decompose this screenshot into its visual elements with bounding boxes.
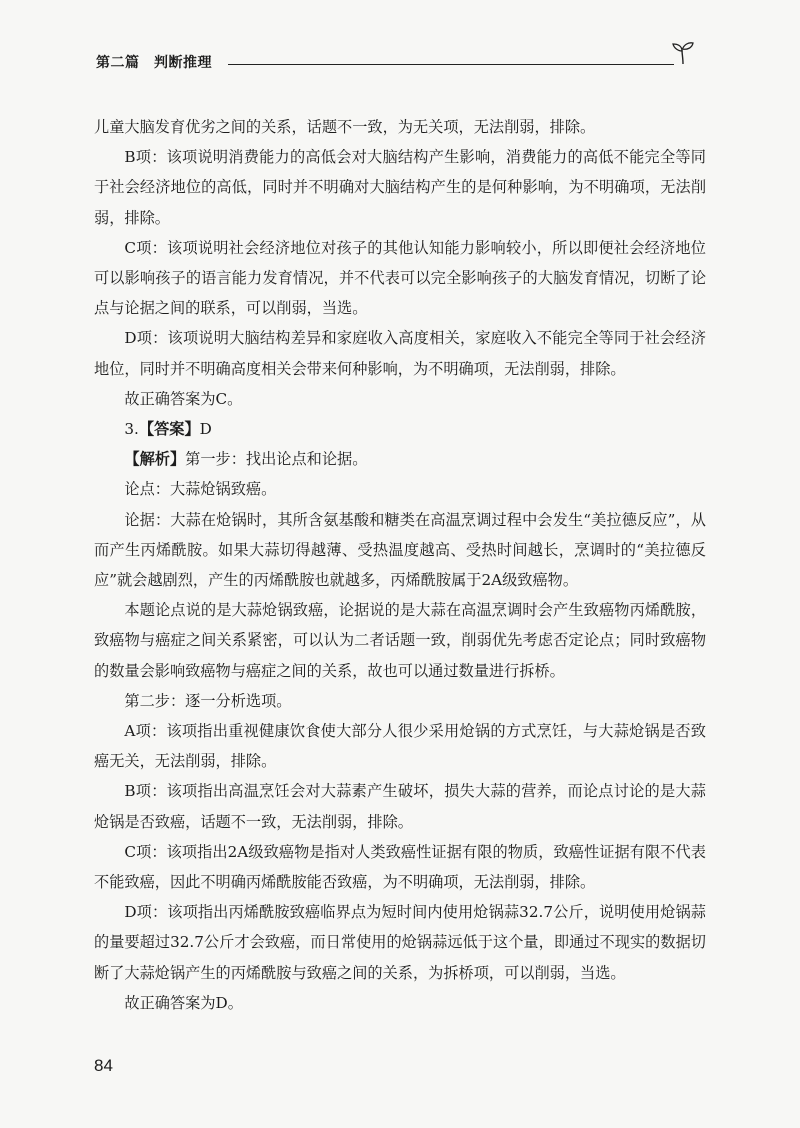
paragraph: D项：该项指出丙烯酰胺致癌临界点为短时间内使用炝锅蒜32.7公斤，说明使用炝锅蒜的量要超过32.7公斤才会致癌，而日常使用的炝锅蒜远低于这个量，即通过不现实的数据切断了大蒜炝锅产生的丙烯酰胺与致癌之间的关系，为拆桥项，可以削弱，当选。 bbox=[94, 903, 706, 982]
paragraph: 儿童大脑发育优劣之间的关系，话题不一致，为无关项，无法削弱，排除。 bbox=[94, 118, 596, 136]
paragraph: 第二步：逐一分析选项。 bbox=[124, 691, 292, 710]
paragraph: 故正确答案为C。 bbox=[124, 389, 243, 408]
answer-label: 【答案】 bbox=[138, 420, 200, 439]
paragraph: 本题论点说的是大蒜炝锅致癌，论据说的是大蒜在高温烹调时会产生致癌物丙烯酰胺，致癌物与癌症之间关系紧密，可以认为二者话题一致，削弱优先考虑否定论点；同时致癌物的数量会影响致癌物与癌症之间的关系，故也可以通过数量进行拆桥。 bbox=[94, 601, 706, 680]
header-title: 第二篇 判断推理 bbox=[96, 55, 212, 71]
paragraph: D项：该项说明大脑结构差异和家庭收入高度相关，家庭收入不能完全等同于社会经济地位，同时并不明确高度相关会带来何种影响，为不明确项，无法削弱，排除。 bbox=[94, 329, 706, 378]
paragraph: 故正确答案为D。 bbox=[124, 993, 243, 1012]
paragraph: B项：该项指出高温烹饪会对大蒜素产生破坏，损失大蒜的营养，而论点讨论的是大蒜炝锅是否致癌，话题不一致，无法削弱，排除。 bbox=[94, 782, 706, 831]
paragraph: A项：该项指出重视健康饮食使大部分人很少采用炝锅的方式烹饪，与大蒜炝锅是否致癌无关，无法削弱，排除。 bbox=[94, 722, 706, 771]
page-number: 84 bbox=[94, 1056, 113, 1075]
answer-heading bbox=[94, 414, 706, 444]
paragraph: 论据：大蒜在炝锅时，其所含氨基酸和糖类在高温烹调过程中会发生“美拉德反应”，从而产生丙烯酰胺。如果大蒜切得越薄、受热温度越高、受热时间越长，烹调时的“美拉德反应”就会越剧烈，产生的丙烯酰胺也就越多，丙烯酰胺属于2A级致癌物。 bbox=[94, 510, 706, 590]
analysis-text: 第一步：找出论点和论据。 bbox=[185, 450, 368, 469]
paragraph: C项：该项说明社会经济地位对孩子的其他认知能力影响较小，所以即便社会经济地位可以影响孩子的语言能力发育情况，并不代表可以完全影响孩子的大脑发育情况，切断了论点与论据之间的联系，可以削弱，当选。 bbox=[94, 238, 706, 318]
question-number: 3. bbox=[124, 420, 139, 439]
analysis-heading bbox=[94, 444, 706, 474]
analysis-label: 【解析】 bbox=[124, 450, 186, 469]
running-header bbox=[96, 48, 696, 76]
paragraph: C项：该项指出2A级致癌物是指对人类致癌性证据有限的物质，致癌性证据有限不代表不能致癌，因此不明确丙烯酰胺能否致癌，为不明确项，无法削弱，排除。 bbox=[94, 842, 706, 892]
sprout-icon bbox=[670, 40, 696, 66]
paragraph: B项：该项说明消费能力的高低会对大脑结构产生影响，消费能力的高低不能完全等同于社会经济地位的高低，同时并不明确对大脑结构产生的是何种影响，为不明确项，无法削弱，排除。 bbox=[94, 148, 706, 227]
answer-value: D bbox=[199, 420, 212, 439]
header-rule bbox=[228, 64, 674, 65]
paragraph: 论点：大蒜炝锅致癌。 bbox=[124, 480, 277, 499]
page-body bbox=[94, 112, 706, 1018]
